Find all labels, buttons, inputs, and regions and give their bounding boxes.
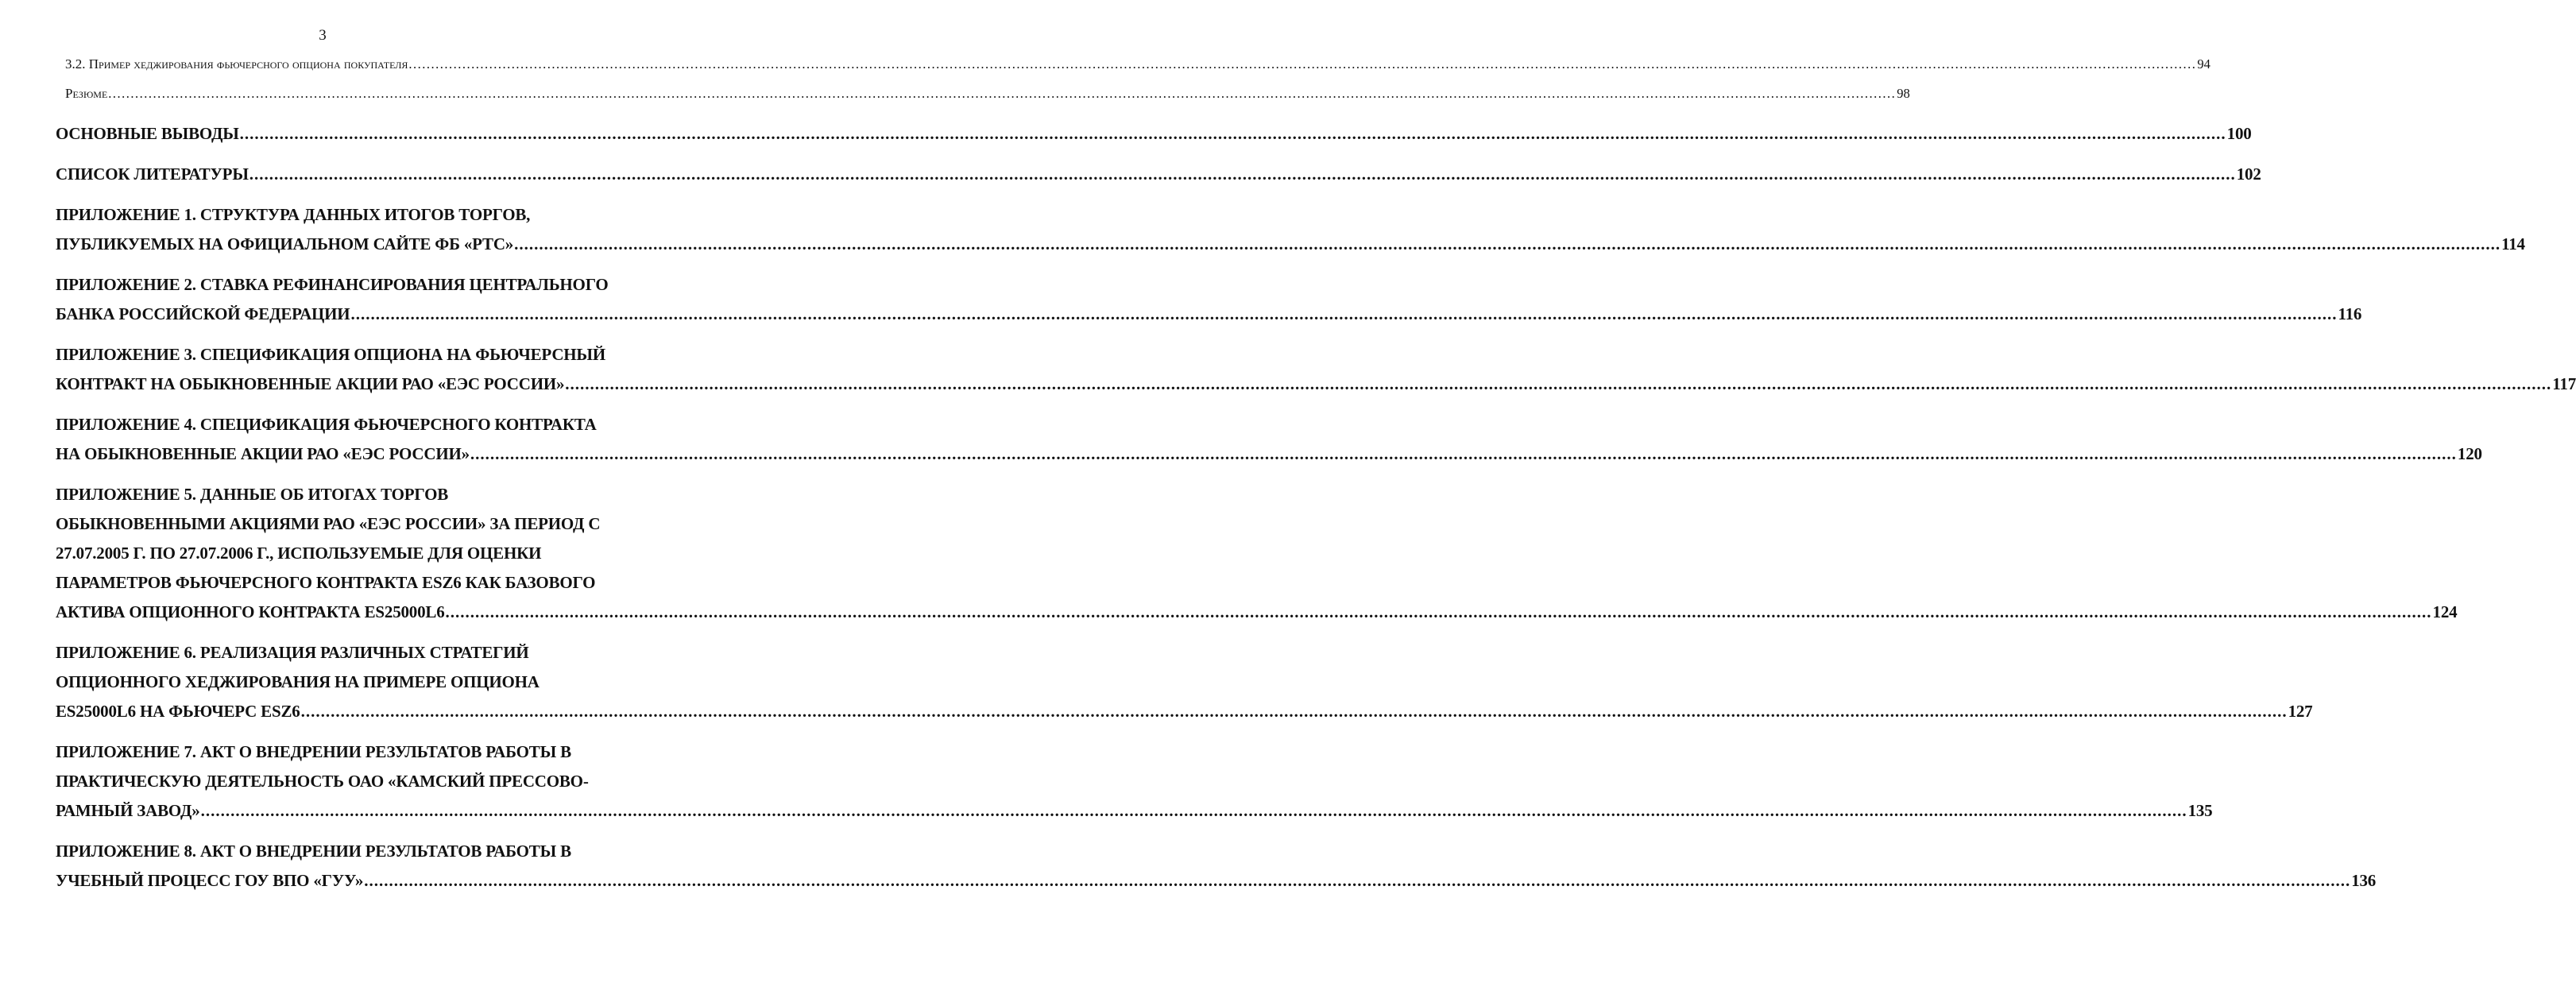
toc-entry-leader-line (65, 49, 2210, 79)
toc-entry-page-number: 136 (2351, 871, 2377, 890)
table-of-contents (56, 49, 2576, 896)
toc-entry-leader-line (56, 230, 2525, 259)
toc-entry-title: Резюме (65, 86, 108, 101)
toc-entry (56, 49, 2210, 79)
toc-entry-page-number: 100 (2226, 124, 2252, 143)
toc-entry-title: УЧЕБНЫЙ ПРОЦЕСС ГОУ ВПО «ГУУ» (56, 871, 364, 890)
toc-entry-title-line: ПРИЛОЖЕНИЕ 6. РЕАЛИЗАЦИЯ РАЗЛИЧНЫХ СТРАТЕГИЙ (56, 643, 529, 662)
toc-entry-title-line: ПАРАМЕТРОВ ФЬЮЧЕРСНОГО КОНТРАКТА ESZ6 КАК БАЗОВОГО (56, 573, 596, 592)
dot-leader: ................................................................................................................................................................................................................................................................................................................................................................................................................ (565, 374, 2552, 393)
toc-entry-title-line: ПРИЛОЖЕНИЕ 7. АКТ О ВНЕДРЕНИИ РЕЗУЛЬТАТОВ РАБОТЫ В (56, 742, 571, 761)
toc-entry-title: БАНКА РОССИЙСКОЙ ФЕДЕРАЦИИ (56, 304, 350, 323)
toc-entry-title-line: ПРИЛОЖЕНИЕ 2. СТАВКА РЕФИНАНСИРОВАНИЯ ЦЕНТРАЛЬНОГО (56, 275, 609, 294)
toc-entry (56, 410, 2482, 469)
toc-entry (56, 737, 2213, 826)
toc-entry-leader-line (56, 697, 2313, 726)
toc-entry-title-line: ПРИЛОЖЕНИЕ 1. СТРУКТУРА ДАННЫХ ИТОГОВ ТОРГОВ, (56, 205, 531, 224)
toc-entry-leader-line (56, 796, 2213, 826)
toc-entry-title: АКТИВА ОПЦИОННОГО КОНТРАКТА ES25000L6 (56, 602, 445, 621)
toc-entry-title-line: ПРАКТИЧЕСКУЮ ДЕЯТЕЛЬНОСТЬ ОАО «КАМСКИЙ ПРЕССОВО- (56, 772, 589, 791)
toc-entry-title-line: ОПЦИОННОГО ХЕДЖИРОВАНИЯ НА ПРИМЕРЕ ОПЦИОНА (56, 672, 540, 691)
toc-entry-title-line: 27.07.2005 Г. ПО 27.07.2006 Г., ИСПОЛЬЗУЕМЫЕ ДЛЯ ОЦЕНКИ (56, 544, 542, 563)
toc-entry-title: НА ОБЫКНОВЕННЫЕ АКЦИИ РАО «ЕЭС РОССИИ» (56, 444, 470, 463)
dot-leader: ................................................................................................................................................................................................................................................................................................................................................................................................................ (249, 164, 2236, 184)
toc-entry-page-number: 98 (1897, 86, 1910, 101)
toc-entry-title: КОНТРАКТ НА ОБЫКНОВЕННЫЕ АКЦИИ РАО «ЕЭС РОССИИ» (56, 374, 565, 393)
toc-entry-title-line: ПРИЛОЖЕНИЕ 4. СПЕЦИФИКАЦИЯ ФЬЮЧЕРСНОГО КОНТРАКТА (56, 415, 597, 434)
toc-entry-page-number: 117 (2552, 374, 2576, 393)
toc-entry-title: ОСНОВНЫЕ ВЫВОДЫ (56, 124, 239, 143)
toc-entry-title: 3.2. Пример хеджирования фьючерсного опциона покупателя (65, 56, 408, 72)
toc-entry (56, 270, 2362, 329)
toc-entry-title: РАМНЫЙ ЗАВОД» (56, 801, 200, 820)
toc-entry-leader-line (56, 370, 2576, 399)
toc-entry-title-line: ПРИЛОЖЕНИЕ 3. СПЕЦИФИКАЦИЯ ОПЦИОНА НА ФЬЮЧЕРСНЫЙ (56, 345, 605, 364)
dot-leader: ................................................................................................................................................................................................................................................................................................................................................................................................................ (514, 234, 2501, 253)
dot-leader: ................................................................................................................................................................................................................................................................................................................................................................................................................ (470, 444, 2457, 463)
toc-entry (56, 837, 2377, 896)
toc-entry (56, 340, 2576, 399)
toc-entry-leader-line (56, 598, 2458, 627)
toc-entry-page-number: 135 (2187, 801, 2213, 820)
dot-leader: ................................................................................................................................................................................................................................................................................................................................................................................................................ (445, 602, 2432, 621)
page-number: 3 (319, 27, 327, 44)
toc-entry-page-number: 127 (2288, 702, 2313, 721)
toc-entry (56, 480, 2458, 627)
dot-leader: ................................................................................................................................................................................................................................................................................................................................................................................................................ (300, 702, 2288, 721)
toc-entry-title: СПИСОК ЛИТЕРАТУРЫ (56, 164, 249, 184)
toc-entry-title: ПУБЛИКУЕМЫХ НА ОФИЦИАЛЬНОМ САЙТЕ ФБ «РТС» (56, 234, 514, 253)
toc-entry-page-number: 116 (2338, 304, 2362, 323)
dot-leader: ................................................................................................................................................................................................................................................................................................................................................................................................................ (350, 304, 2338, 323)
toc-entry-title-line: ПРИЛОЖЕНИЕ 5. ДАННЫЕ ОБ ИТОГАХ ТОРГОВ (56, 485, 449, 504)
toc-entry-leader-line (56, 119, 2252, 149)
toc-entry-page-number: 102 (2236, 164, 2261, 184)
toc-entry-title: ES25000L6 НА ФЬЮЧЕРС ESZ6 (56, 702, 300, 721)
dot-leader: ................................................................................................................................................................................................................................................................................................................................................................................................................ (108, 86, 1897, 101)
toc-entry (56, 119, 2252, 149)
dot-leader: ................................................................................................................................................................................................................................................................................................................................................................................................................ (408, 56, 2197, 72)
toc-entry-page-number: 124 (2432, 602, 2458, 621)
toc-entry (56, 638, 2313, 726)
toc-entry (56, 79, 1910, 108)
toc-entry-leader-line (56, 439, 2482, 469)
dot-leader: ................................................................................................................................................................................................................................................................................................................................................................................................................ (239, 124, 2226, 143)
toc-entry-leader-line (65, 79, 1910, 108)
toc-entry-page-number: 120 (2457, 444, 2482, 463)
toc-entry (56, 160, 2261, 189)
toc-entry-page-number: 114 (2501, 234, 2525, 253)
toc-entry-title-line: ОБЫКНОВЕННЫМИ АКЦИЯМИ РАО «ЕЭС РОССИИ» ЗА ПЕРИОД С (56, 514, 601, 533)
dot-leader: ................................................................................................................................................................................................................................................................................................................................................................................................................ (364, 871, 2351, 890)
toc-entry-page-number: 94 (2197, 56, 2210, 72)
dot-leader: ................................................................................................................................................................................................................................................................................................................................................................................................................ (200, 801, 2187, 820)
toc-entry-leader-line (56, 866, 2377, 896)
toc-entry-leader-line (56, 300, 2362, 329)
toc-entry-title-line: ПРИЛОЖЕНИЕ 8. АКТ О ВНЕДРЕНИИ РЕЗУЛЬТАТОВ РАБОТЫ В (56, 842, 571, 861)
toc-entry (56, 200, 2525, 259)
toc-entry-leader-line (56, 160, 2261, 189)
